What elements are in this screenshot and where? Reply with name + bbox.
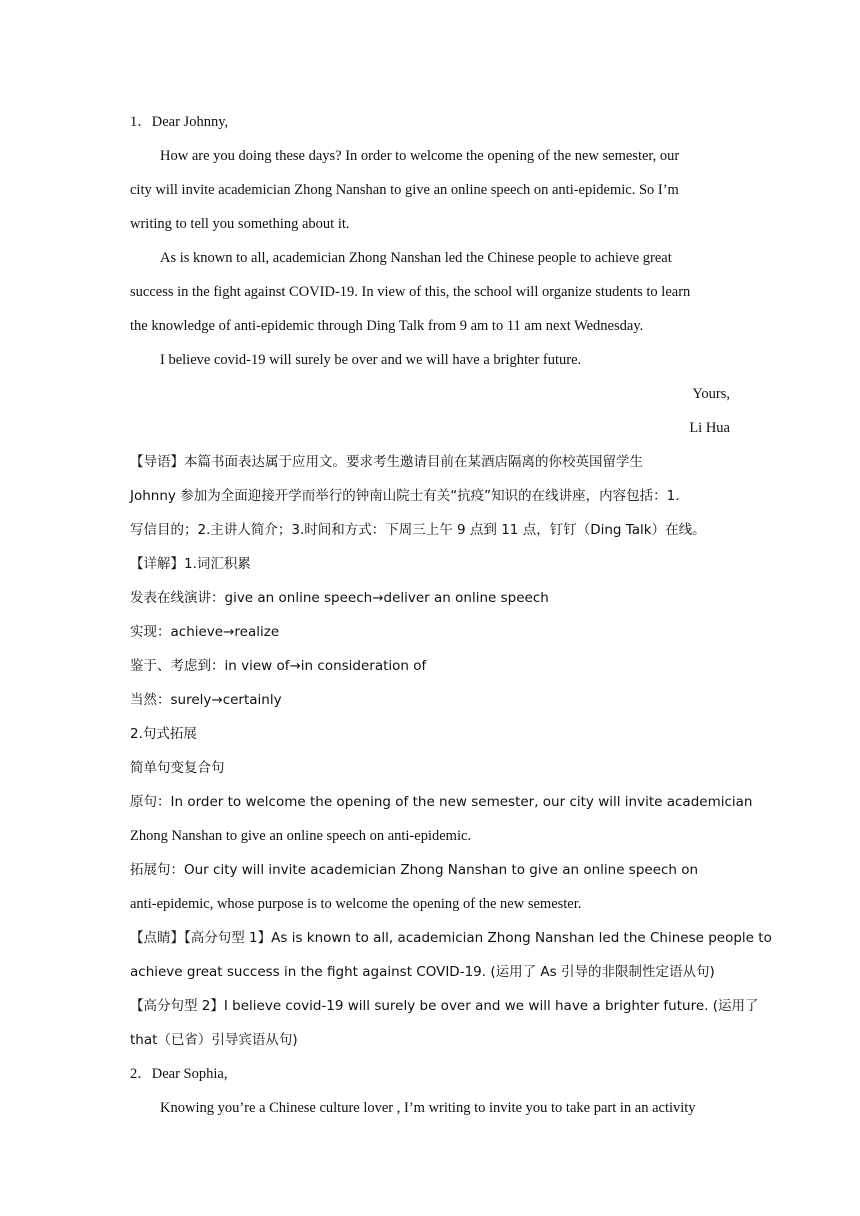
- vocab-item: 当然：surely→certainly: [130, 692, 282, 708]
- highlight-line4: that（已省）引导宾语从句): [130, 1032, 298, 1048]
- letter1-p1-line3: writing to tell you something about it.: [130, 216, 350, 232]
- letter1-p2-line3: the knowledge of anti-epidemic through Ding Talk from 9 am to 11 am next Wednesday.: [130, 318, 644, 334]
- highlight-line2: achieve great success in the fight against COVID-19. (运用了 As 引导的非限制性定语从句): [130, 964, 715, 980]
- letter2-p1-line1: Knowing you’re a Chinese culture lover , I’m writing to invite you to take part in an activity: [160, 1100, 696, 1116]
- expanded-sentence-line2: anti-epidemic, whose purpose is to welcome the opening of the new semester.: [130, 896, 582, 912]
- letter1-p1-line1: How are you doing these days? In order to welcome the opening of the new semester, our: [160, 148, 680, 164]
- sentence-subtitle: 简单句变复合句: [130, 760, 225, 776]
- letter1-p2-line2: success in the fight against COVID-19. In view of this, the school will organize students to learn: [130, 284, 691, 300]
- guide-line2: Johnny 参加为全面迎接开学而举行的钟南山院士有关“抗疫”知识的在线讲座，内容包括：1.: [130, 488, 680, 504]
- highlight-line3: 【高分句型 2】I believe covid-19 will surely be over and we will have a brighter future. (运用了: [130, 998, 759, 1014]
- original-sentence-line1: 原句：In order to welcome the opening of the new semester, our city will invite academician: [130, 794, 753, 810]
- guide-line3: 写信目的；2.主讲人简介；3.时间和方式：下周三上午 9 点到 11 点，钉钉（Ding Talk）在线。: [130, 522, 706, 538]
- original-sentence-line2: Zhong Nanshan to give an online speech on anti-epidemic.: [130, 828, 472, 844]
- guide-line1: 【导语】本篇书面表达属于应用文。要求考生邀请目前在某酒店隔离的你校英国留学生: [130, 454, 643, 470]
- vocab-item: 鉴于、考虑到：in view of→in consideration of: [130, 658, 427, 674]
- letter1-heading: 1．Dear Johnny,: [130, 114, 229, 130]
- letter1-signature: Li Hua: [689, 420, 730, 436]
- letter1-p3: I believe covid-19 will surely be over and we will have a brighter future.: [160, 352, 582, 368]
- letter1-closing: Yours,: [692, 386, 730, 402]
- sentence-title: 2.句式拓展: [130, 726, 197, 742]
- letter2-heading: 2．Dear Sophia,: [130, 1066, 228, 1082]
- vocab-item: 发表在线演讲：give an online speech→deliver an online speech: [130, 590, 549, 606]
- expanded-sentence-line1: 拓展句：Our city will invite academician Zhong Nanshan to give an online speech on: [130, 862, 699, 878]
- vocab-item: 实现：achieve→realize: [130, 624, 280, 640]
- document-page: [130, 0, 772, 1216]
- letter1-p2-line1: As is known to all, academician Zhong Nanshan led the Chinese people to achieve great: [160, 250, 672, 266]
- letter1-p1-line2: city will invite academician Zhong Nanshan to give an online speech on anti-epidemic. So I’m: [130, 182, 679, 198]
- highlight-line1: 【点睛】【高分句型 1】As is known to all, academician Zhong Nanshan led the Chinese people to: [130, 930, 772, 946]
- detail-title: 【详解】1.词汇积累: [130, 556, 251, 572]
